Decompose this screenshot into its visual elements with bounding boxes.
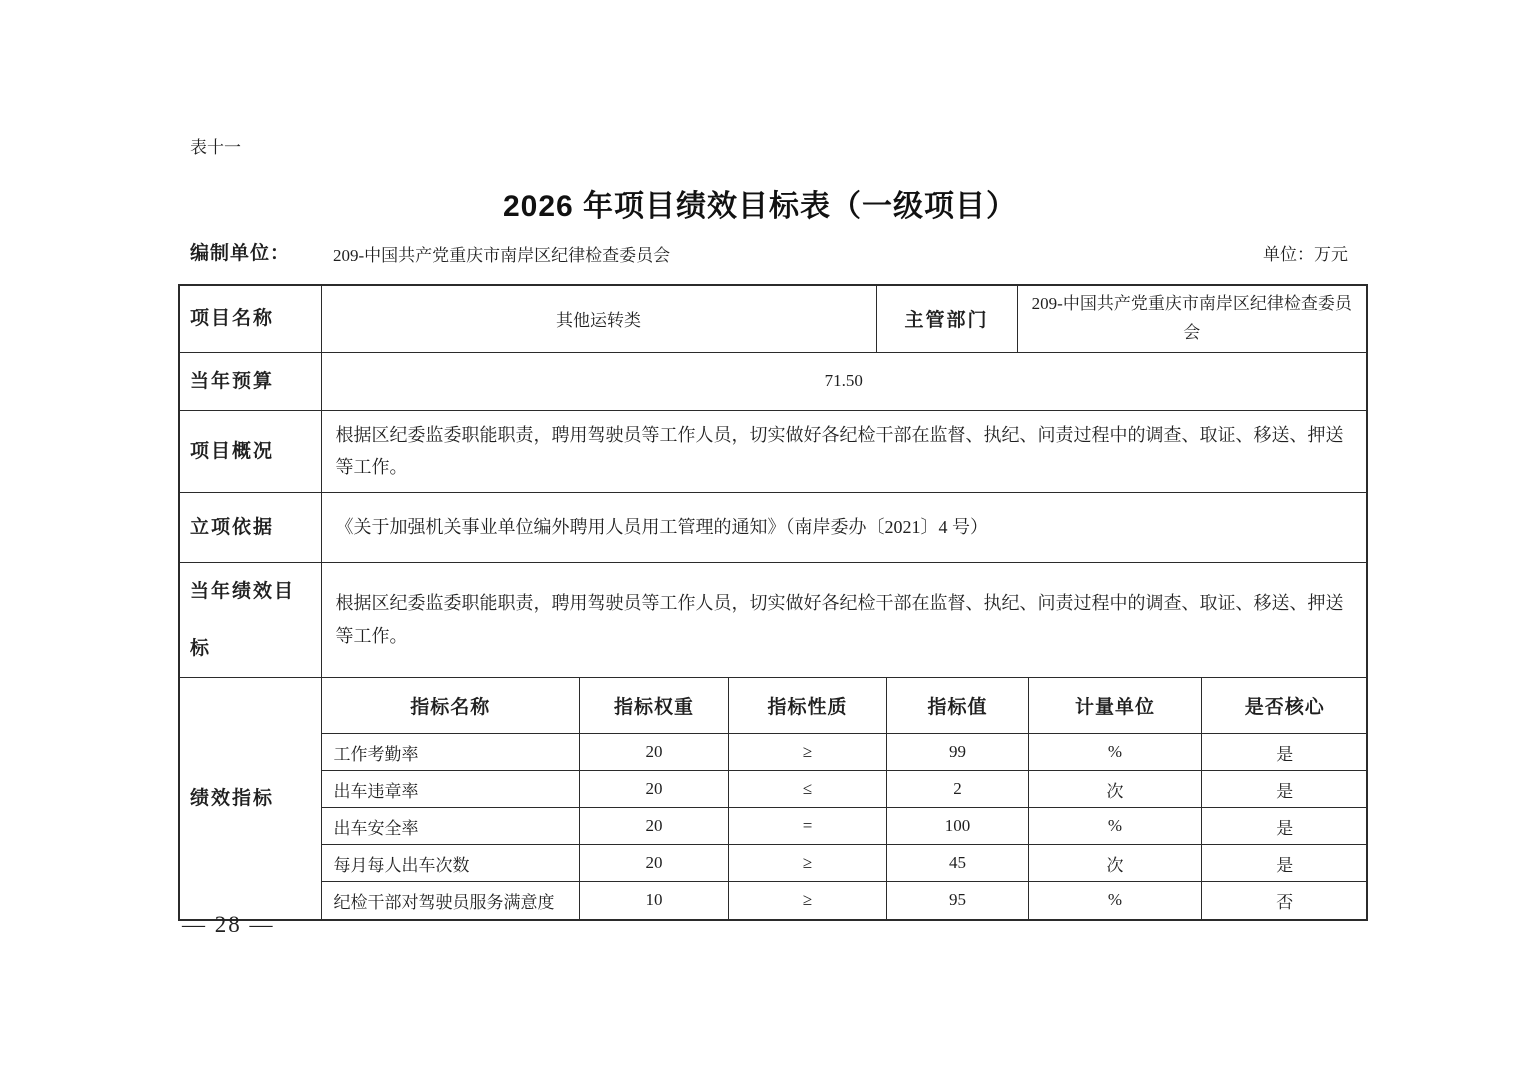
row-basis	[179, 492, 1367, 562]
indicator-row	[322, 771, 1368, 808]
indicator-value: 2	[887, 771, 1029, 808]
indicator-name: 出车违章率	[322, 771, 580, 808]
measure-unit: %	[1029, 882, 1202, 919]
currency-unit-note: 单位：万元	[1263, 245, 1348, 264]
indicator-header-row	[322, 678, 1368, 734]
prepared-by-label: 编制单位：	[190, 243, 291, 264]
budget-value: 71.50	[321, 352, 1367, 410]
indicator-weight: 20	[580, 734, 729, 771]
indicator-weight: 10	[580, 882, 729, 919]
indicator-value: 99	[887, 734, 1029, 771]
measure-unit: %	[1029, 808, 1202, 845]
indicator-row	[322, 845, 1368, 882]
row-indicators	[179, 677, 1367, 920]
measure-unit: 次	[1029, 771, 1202, 808]
is-core: 是	[1202, 845, 1368, 882]
indicator-name: 出车安全率	[322, 808, 580, 845]
indicator-weight: 20	[580, 771, 729, 808]
row-budget	[179, 352, 1367, 410]
header-indicator-nature: 指标性质	[729, 678, 887, 734]
indicator-value: 45	[887, 845, 1029, 882]
prepared-by-value: 209-中国共产党重庆市南岸区纪律检查委员会	[333, 246, 671, 265]
page-number: — 28 —	[182, 912, 275, 937]
table-number-label: 表十一	[190, 138, 241, 157]
indicator-value: 95	[887, 882, 1029, 919]
dept-value: 209-中国共产党重庆市南岸区纪律检查委员会	[1017, 285, 1367, 352]
basis-value: 《关于加强机关事业单位编外聘用人员用工管理的通知》（南岸委办〔2021〕4 号）	[321, 492, 1367, 562]
is-core: 是	[1202, 808, 1368, 845]
indicator-value: 100	[887, 808, 1029, 845]
header-indicator-name: 指标名称	[322, 678, 580, 734]
header-is-core: 是否核心	[1202, 678, 1368, 734]
indicator-row	[322, 734, 1368, 771]
is-core: 是	[1202, 734, 1368, 771]
dept-label: 主管部门	[876, 285, 1017, 352]
row-project-name	[179, 285, 1367, 352]
indicator-name: 工作考勤率	[322, 734, 580, 771]
indicator-subtable-cell	[321, 677, 1367, 920]
header-indicator-value: 指标值	[887, 678, 1029, 734]
indicator-nature: ≥	[729, 845, 887, 882]
indicator-row	[322, 882, 1368, 919]
basis-label: 立项依据	[179, 492, 321, 562]
indicator-name: 纪检干部对驾驶员服务满意度	[322, 882, 580, 919]
page-title: 2026 年项目绩效目标表（一级项目）	[502, 190, 1018, 223]
indicator-row	[322, 808, 1368, 845]
indicator-nature: ≥	[729, 882, 887, 919]
indicator-nature: ≥	[729, 734, 887, 771]
indicator-name: 每月每人出车次数	[322, 845, 580, 882]
project-target-table	[178, 284, 1368, 921]
measure-unit: 次	[1029, 845, 1202, 882]
row-overview	[179, 410, 1367, 492]
header-indicator-weight: 指标权重	[580, 678, 729, 734]
is-core: 是	[1202, 771, 1368, 808]
project-name-value: 其他运转类	[321, 285, 876, 352]
goal-value: 根据区纪委监委职能职责，聘用驾驶员等工作人员，切实做好各纪检干部在监督、执纪、问责过程中的调查、取证、移送、押送等工作。	[321, 562, 1367, 677]
header-measure-unit: 计量单位	[1029, 678, 1202, 734]
row-goal	[179, 562, 1367, 677]
indicator-weight: 20	[580, 808, 729, 845]
is-core: 否	[1202, 882, 1368, 919]
indicator-table	[322, 678, 1368, 919]
indicator-nature: ≤	[729, 771, 887, 808]
overview-value: 根据区纪委监委职能职责，聘用驾驶员等工作人员，切实做好各纪检干部在监督、执纪、问责过程中的调查、取证、移送、押送等工作。	[321, 410, 1367, 492]
meta-row	[0, 238, 1520, 265]
project-name-label: 项目名称	[179, 285, 321, 352]
indicator-weight: 20	[580, 845, 729, 882]
goal-label: 当年绩效目标	[179, 562, 321, 677]
budget-label: 当年预算	[179, 352, 321, 410]
overview-label: 项目概况	[179, 410, 321, 492]
indicator-nature: =	[729, 808, 887, 845]
indicators-label: 绩效指标	[179, 677, 321, 920]
measure-unit: %	[1029, 734, 1202, 771]
